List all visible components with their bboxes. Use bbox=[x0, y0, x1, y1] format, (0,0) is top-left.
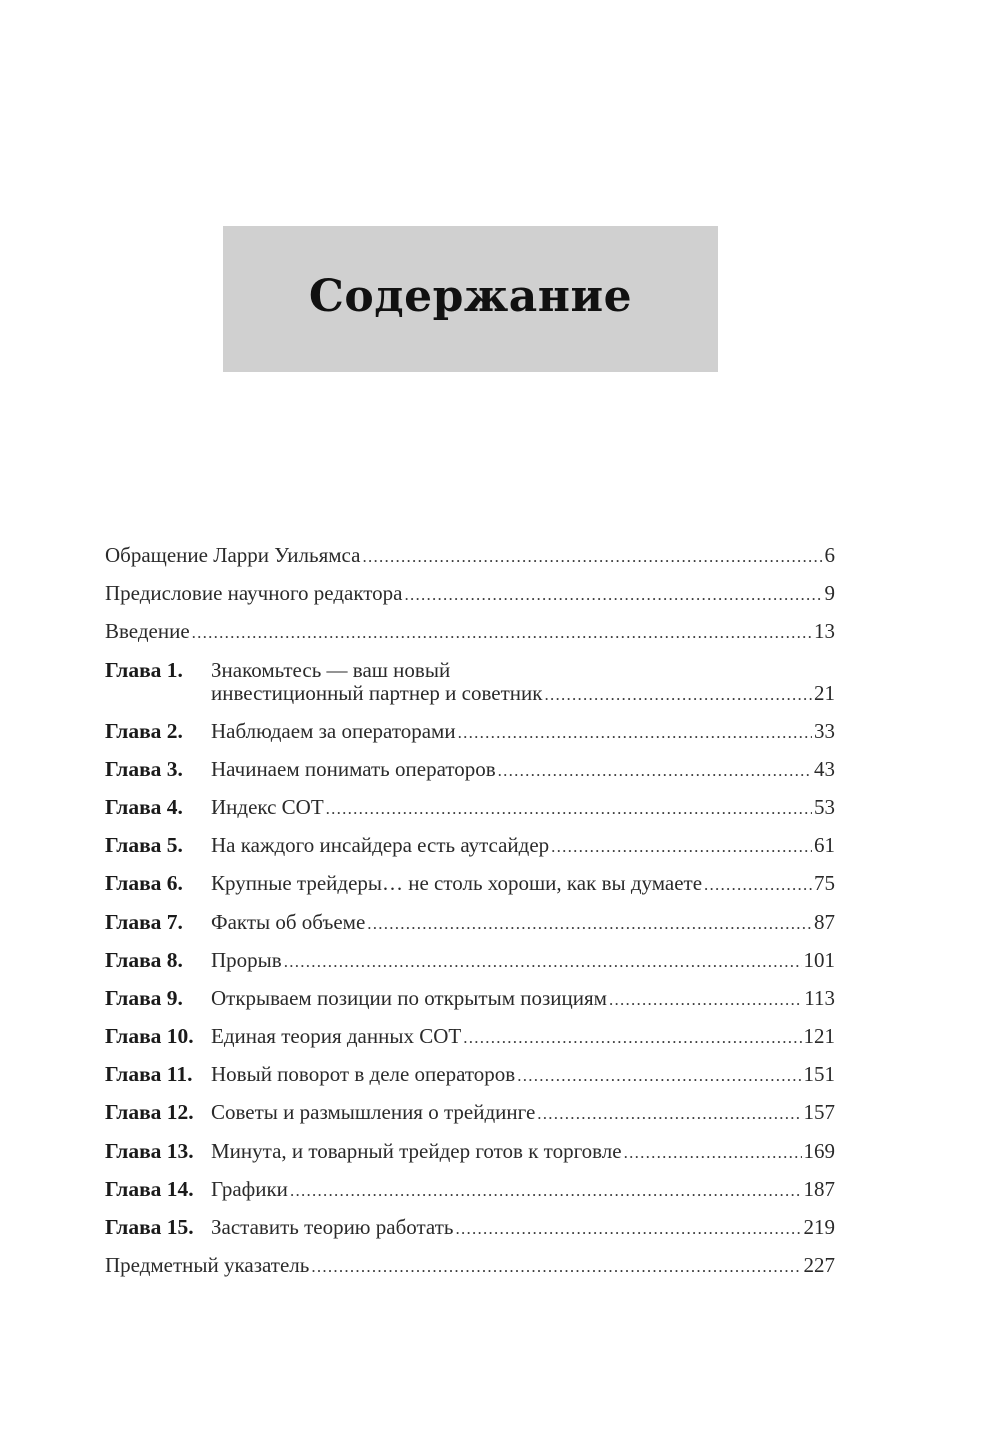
entry-line bbox=[211, 945, 835, 977]
dot-leader bbox=[458, 718, 812, 748]
entry-line bbox=[211, 1021, 835, 1053]
dot-leader bbox=[544, 683, 812, 706]
page-number: 227 bbox=[803, 1253, 835, 1278]
entry-line bbox=[211, 792, 835, 824]
entry-title: Введение bbox=[105, 619, 190, 644]
page-number: 87 bbox=[814, 909, 835, 934]
dot-leader bbox=[704, 870, 812, 900]
chapter-label: Глава 4. bbox=[105, 794, 183, 819]
dot-leader bbox=[517, 1061, 801, 1091]
page-number: 43 bbox=[814, 756, 835, 781]
page-number: 101 bbox=[803, 947, 835, 972]
chapter-label: Глава 15. bbox=[105, 1215, 194, 1239]
entry-body bbox=[211, 659, 835, 706]
entry-title-line-1: Знакомьтесь — ваш новый bbox=[211, 657, 451, 682]
entry-title: Прорыв bbox=[211, 947, 282, 972]
page-number: 13 bbox=[814, 619, 835, 644]
entry-body bbox=[105, 578, 835, 610]
chapter-label: Глава 10. bbox=[105, 1024, 194, 1049]
entry-title: Факты об объеме bbox=[211, 909, 366, 934]
entry-title: Наблюдаем за операторами bbox=[211, 718, 456, 743]
entry-title: инвестиционный партнер и советник bbox=[211, 680, 543, 705]
toc-entry-chapter-9[interactable] bbox=[105, 983, 835, 1021]
entry-body bbox=[211, 1174, 835, 1206]
entry-line bbox=[211, 907, 835, 939]
entry-body bbox=[211, 1059, 835, 1091]
dot-leader bbox=[498, 756, 812, 786]
page-number: 169 bbox=[803, 1138, 835, 1163]
toc-entry-chapter-12[interactable] bbox=[105, 1097, 835, 1135]
entry-title: Предметный указатель bbox=[105, 1253, 310, 1278]
entry-body bbox=[211, 830, 835, 862]
entry-title: Новый поворот в деле операторов bbox=[211, 1062, 516, 1087]
entry-line bbox=[211, 1059, 835, 1091]
dot-leader bbox=[326, 794, 812, 824]
dot-leader bbox=[362, 542, 822, 572]
entry-line bbox=[211, 1174, 835, 1206]
chapter-label: Глава 9. bbox=[105, 985, 183, 1010]
chapter-label: Глава 12. bbox=[105, 1100, 194, 1125]
page-title: Содержание bbox=[308, 270, 633, 322]
toc-entry-chapter-4[interactable] bbox=[105, 792, 835, 830]
entry-body bbox=[105, 540, 835, 572]
entry-body bbox=[211, 792, 835, 824]
toc-entry-chapter-10[interactable] bbox=[105, 1021, 835, 1059]
page-number: 121 bbox=[803, 1024, 835, 1049]
page-number: 75 bbox=[814, 871, 835, 896]
dot-leader bbox=[290, 1176, 802, 1206]
chapter-label: Глава 1. bbox=[105, 657, 183, 682]
entry-title: Заставить теорию работать bbox=[211, 1215, 454, 1239]
entry-line bbox=[211, 1097, 835, 1129]
dot-leader bbox=[551, 832, 812, 862]
entry-title: Обращение Ларри Уильямса bbox=[105, 543, 361, 567]
entry-title: Минута, и товарный трейдер готов к торговле bbox=[211, 1138, 622, 1163]
dot-leader bbox=[405, 580, 823, 610]
page-number: 113 bbox=[804, 985, 835, 1010]
toc-entry-chapter-5[interactable] bbox=[105, 830, 835, 868]
entry-body bbox=[211, 1136, 835, 1168]
toc-entry-chapter-2[interactable] bbox=[105, 716, 835, 754]
dot-leader bbox=[284, 947, 802, 977]
entry-title: Предисловие научного редактора bbox=[105, 581, 403, 606]
dot-leader bbox=[537, 1099, 801, 1129]
entry-line bbox=[211, 868, 835, 900]
entry-title: Единая теория данных СОТ bbox=[211, 1024, 462, 1049]
entry-line bbox=[105, 616, 835, 648]
entry-body bbox=[211, 907, 835, 939]
entry-line bbox=[211, 830, 835, 862]
table-of-contents bbox=[105, 540, 835, 1288]
entry-line-2 bbox=[211, 682, 835, 706]
entry-title: На каждого инсайдера есть аутсайдер bbox=[211, 833, 550, 858]
page-number: 157 bbox=[803, 1100, 835, 1125]
entry-title: Открываем позиции по открытым позициям bbox=[211, 985, 607, 1010]
contents-title-box bbox=[223, 226, 718, 372]
dot-leader bbox=[367, 909, 812, 939]
entry-line bbox=[105, 578, 835, 610]
page-number: 33 bbox=[814, 718, 835, 743]
entry-body bbox=[211, 1021, 835, 1053]
entry-line bbox=[211, 716, 835, 748]
entry-line bbox=[105, 540, 835, 572]
dot-leader bbox=[624, 1138, 802, 1168]
toc-entry-introduction[interactable] bbox=[105, 616, 835, 654]
entry-line bbox=[211, 1212, 835, 1244]
chapter-label: Глава 2. bbox=[105, 718, 183, 743]
toc-entry-chapter-7[interactable] bbox=[105, 907, 835, 945]
toc-entry-chapter-14[interactable] bbox=[105, 1174, 835, 1212]
entry-title: Советы и размышления о трейдинге bbox=[211, 1100, 536, 1125]
chapter-label: Глава 6. bbox=[105, 871, 183, 896]
toc-entry-chapter-8[interactable] bbox=[105, 945, 835, 983]
entry-line bbox=[211, 983, 835, 1015]
dot-leader bbox=[609, 985, 802, 1015]
entry-body bbox=[211, 945, 835, 977]
page-number: 219 bbox=[803, 1215, 835, 1239]
chapter-label: Глава 11. bbox=[105, 1062, 193, 1087]
toc-entry-chapter-15[interactable] bbox=[105, 1212, 835, 1250]
chapter-label: Глава 5. bbox=[105, 833, 183, 858]
toc-entry-chapter-3[interactable] bbox=[105, 754, 835, 792]
page-number: 6 bbox=[824, 543, 835, 567]
entry-body bbox=[211, 754, 835, 786]
chapter-label: Глава 14. bbox=[105, 1176, 194, 1201]
toc-entry-subject-index[interactable] bbox=[105, 1250, 835, 1288]
entry-body bbox=[211, 983, 835, 1015]
entry-body bbox=[211, 1212, 835, 1244]
dot-leader bbox=[311, 1252, 801, 1282]
entry-title: Начинаем понимать операторов bbox=[211, 756, 496, 781]
entry-body bbox=[105, 616, 835, 648]
chapter-label: Глава 3. bbox=[105, 756, 183, 781]
chapter-label: Глава 13. bbox=[105, 1138, 194, 1163]
entry-line bbox=[211, 1136, 835, 1168]
dot-leader bbox=[463, 1023, 801, 1053]
page-number: 187 bbox=[803, 1176, 835, 1201]
page-number: 21 bbox=[814, 680, 835, 705]
toc-entry-chapter-1[interactable] bbox=[105, 655, 835, 716]
chapter-label: Глава 7. bbox=[105, 909, 183, 934]
entry-body bbox=[211, 1097, 835, 1129]
chapter-label: Глава 8. bbox=[105, 947, 183, 972]
toc-entry-foreword-williams[interactable] bbox=[105, 540, 835, 578]
page-number: 9 bbox=[824, 581, 835, 606]
entry-title: Графики bbox=[211, 1176, 288, 1201]
entry-line bbox=[105, 1250, 835, 1282]
dot-leader bbox=[455, 1214, 801, 1244]
toc-entry-chapter-6[interactable] bbox=[105, 868, 835, 906]
page-number: 151 bbox=[803, 1062, 835, 1087]
toc-entry-chapter-13[interactable] bbox=[105, 1136, 835, 1174]
entry-body bbox=[211, 716, 835, 748]
page-number: 61 bbox=[814, 833, 835, 858]
dot-leader bbox=[192, 618, 812, 648]
page-number: 53 bbox=[814, 794, 835, 819]
toc-entry-editor-preface[interactable] bbox=[105, 578, 835, 616]
entry-title: Крупные трейдеры… не столь хороши, как вы думаете bbox=[211, 871, 703, 896]
entry-body bbox=[105, 1250, 835, 1282]
entry-body bbox=[211, 868, 835, 900]
entry-line-1 bbox=[211, 659, 835, 682]
toc-entry-chapter-11[interactable] bbox=[105, 1059, 835, 1097]
entry-line bbox=[211, 754, 835, 786]
entry-title: Индекс СОТ bbox=[211, 794, 324, 819]
